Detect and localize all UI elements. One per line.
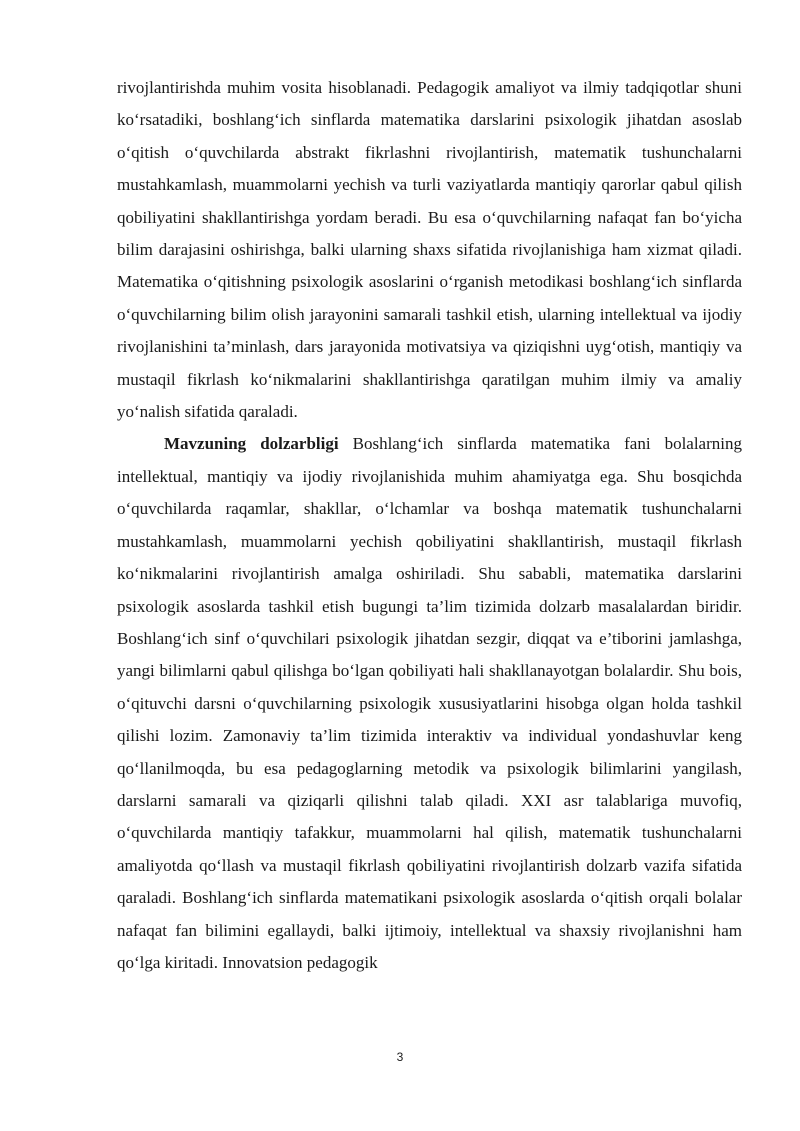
paragraph-continuation: rivojlantirishda muhim vosita hisoblanadi. Pedagogik amaliyot va ilmiy tadqiqotlar shuni ko‘rsatadiki, boshlang‘ich sinflarda matematika darslarini psixologik jihatdan asoslab o‘qitish o‘quvchilarda abstrakt fikrlashni rivojlantirish, matematik tushunchalarni mustahkamlash, muammolarni yechish va turli vaziyatlarda mantiqiy qarorlar qabul qilish qobiliyatini shakllantirishga yordam beradi. Bu esa o‘quvchilarning nafaqat fan bo‘yicha bilim darajasini oshirishga, balki ularning shaxs sifatida rivojlanishiga ham xizmat qiladi. Matematika o‘qitishning psixologik asoslarini o‘rganish metodikasi boshlang‘ich sinflarda o‘quvchilarning bilim olish jarayonini samarali tashkil etish, ularning intellektual va ijodiy rivojlanishini ta’minlash, dars jarayonida motivatsiya va qiziqishni uyg‘otish, mantiqiy va mustaqil fikrlash ko‘nikmalarini shakllantirishga qaratilgan muhim ilmiy va amaliy yo‘nalish sifatida qaraladi. (117, 78, 742, 422)
paragraph-relevance (117, 428, 742, 979)
section-heading-inline: Mavzuning dolzarbligi (164, 434, 339, 454)
page-number: 3 (396, 1050, 404, 1064)
body-text (117, 72, 742, 979)
paragraph-relevance-text: Boshlang‘ich sinflarda matematika fani bolalarning intellektual, mantiqiy va ijodiy rivojlanishida muhim ahamiyatga ega. Shu bosqichda o‘quvchilarda raqamlar, shakllar, o‘lchamlar va boshqa matematik tushunchalarni mustahkamlash, muammolarni yechish qobiliyatini shakllantirish, mustaqil fikrlash ko‘nikmalarini rivojlantirish amalga oshiriladi. Shu sababli, matematika darslarini psixologik asoslarda tashkil etish bugungi ta’lim tizimida dolzarb masalalardan biridir. Boshlang‘ich sinf o‘quvchilari psixologik jihatdan sezgir, diqqat va e’tiborini jamlashga, yangi bilimlarni qabul qilishga bo‘lgan qobiliyati hali shakllanayotgan bolalardir. Shu bois, o‘qituvchi darsni o‘quvchilarning psixologik xususiyatlarini hisobga olgan holda tashkil qilishi lozim. Zamonaviy ta’lim tizimida interaktiv va individual yondashuvlar keng qo‘llanilmoqda, bu esa pedagoglarning metodik va psixologik bilimlarini yangilash, darslarni samarali va qiziqarli qilishni talab qiladi. XXI asr talablariga muvofiq, o‘quvchilarda mantiqiy tafakkur, muammolarni hal qilish, matematik tushunchalarni amaliyotda qo‘llash va mustaqil fikrlash qobiliyatini rivojlantirish dolzarb vazifa sifatida qaraladi. Boshlang‘ich sinflarda matematikani psixologik asoslarda o‘qitish orqali bolalar nafaqat fan bilimini egallaydi, balki ijtimoiy, intellektual va shaxsiy rivojlanishni ham qo‘lga kiritadi. Innovatsion pedagogik (117, 434, 742, 972)
